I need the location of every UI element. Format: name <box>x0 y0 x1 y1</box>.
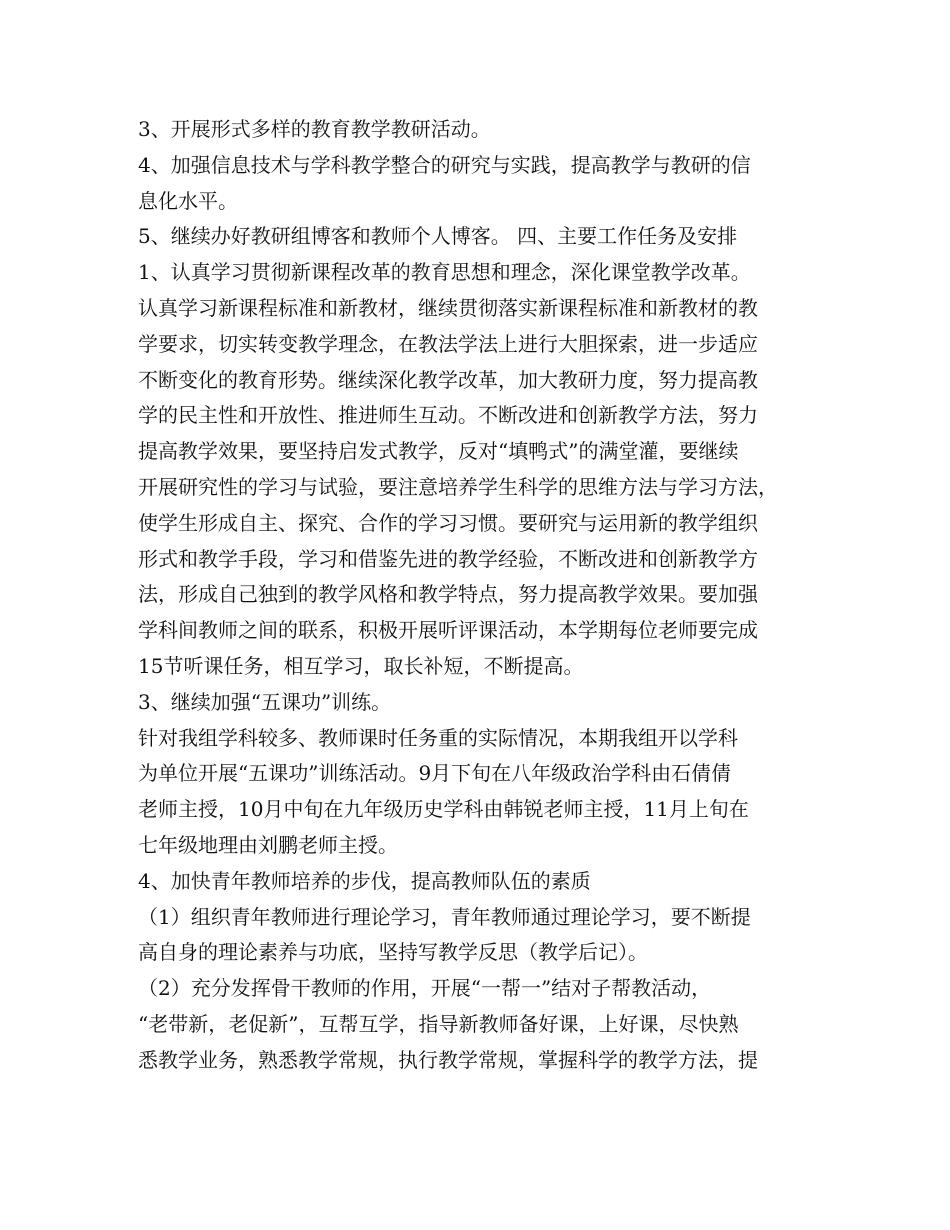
text-line: 学要求，切实转变教学理念，在教法学法上进行大胆探索，进一步适应 <box>138 331 758 356</box>
text-line: 七年级地理由刘鹏老师主授。 <box>138 832 398 857</box>
text-line: 4、加快青年教师培养的步伐，提高教师队伍的素质 <box>138 868 591 893</box>
text-line: 学的民主性和开放性、推进师生互动。不断改进和创新教学方法，努力 <box>138 403 758 428</box>
text-line: 5、继续办好教研组博客和教师个人博客。 四、主要工作任务及安排 <box>138 224 738 249</box>
text-line: 老师主授，10月中旬在九年级历史学科由韩锐老师主授，11月上旬在 <box>138 797 749 822</box>
text-line: “老带新，老促新”，互帮互学，指导新教师备好课，上好课，尽快熟 <box>138 1011 739 1036</box>
text-line: 悉教学业务，熟悉教学常规，执行教学常规，掌握科学的教学方法，提 <box>138 1047 758 1072</box>
text-line: 提高教学效果，要坚持启发式教学，反对“填鸭式”的满堂灌，要继续 <box>138 439 739 464</box>
text-line: 法，形成自己独到的教学风格和教学特点，努力提高教学效果。要加强 <box>138 582 758 607</box>
text-line: （1）组织青年教师进行理论学习，青年教师通过理论学习，要不断提 <box>138 904 751 929</box>
text-line: 高自身的理论素养与功底，坚持写教学反思（教学后记）。 <box>138 940 648 965</box>
text-line: 开展研究性的学习与试验，要注意培养学生科学的思维方法与学习方法， <box>138 474 778 499</box>
text-line: 1、认真学习贯彻新课程改革的教育思想和理念，深化课堂教学改革。 <box>138 260 751 285</box>
document-body <box>138 112 828 1079</box>
text-line: 认真学习新课程标准和新教材，继续贯彻落实新课程标准和新教材的教 <box>138 295 758 320</box>
text-line: 针对我组学科较多、教师课时任务重的实际情况，本期我组开以学科 <box>138 725 738 750</box>
text-line: 形式和教学手段，学习和借鉴先进的教学经验，不断改进和创新教学方 <box>138 546 758 571</box>
text-line: 3、开展形式多样的教育教学教研活动。 <box>138 117 491 141</box>
text-line: 使学生形成自主、探究、合作的学习习惯。要研究与运用新的教学组织 <box>138 510 758 535</box>
text-line: 3、继续加强“五课功”训练。 <box>138 689 392 714</box>
text-line: 学科间教师之间的联系，积极开展听评课活动，本学期每位老师要完成 <box>138 618 758 643</box>
text-line: 为单位开展“五课功”训练活动。9月下旬在八年级政治学科由石倩倩 <box>138 761 732 786</box>
text-line: 15节听课任务，相互学习，取长补短，不断提高。 <box>138 653 584 678</box>
text-line: 息化水平。 <box>138 188 238 213</box>
text-line: 不断变化的教育形势。继续深化教学改革，加大教研力度，努力提高教 <box>138 367 758 392</box>
text-line: 4、加强信息技术与学科教学整合的研究与实践，提高教学与教研的信 <box>138 152 751 177</box>
text-line: （2）充分发挥骨干教师的作用，开展“一帮一”结对子帮教活动， <box>138 976 712 1001</box>
